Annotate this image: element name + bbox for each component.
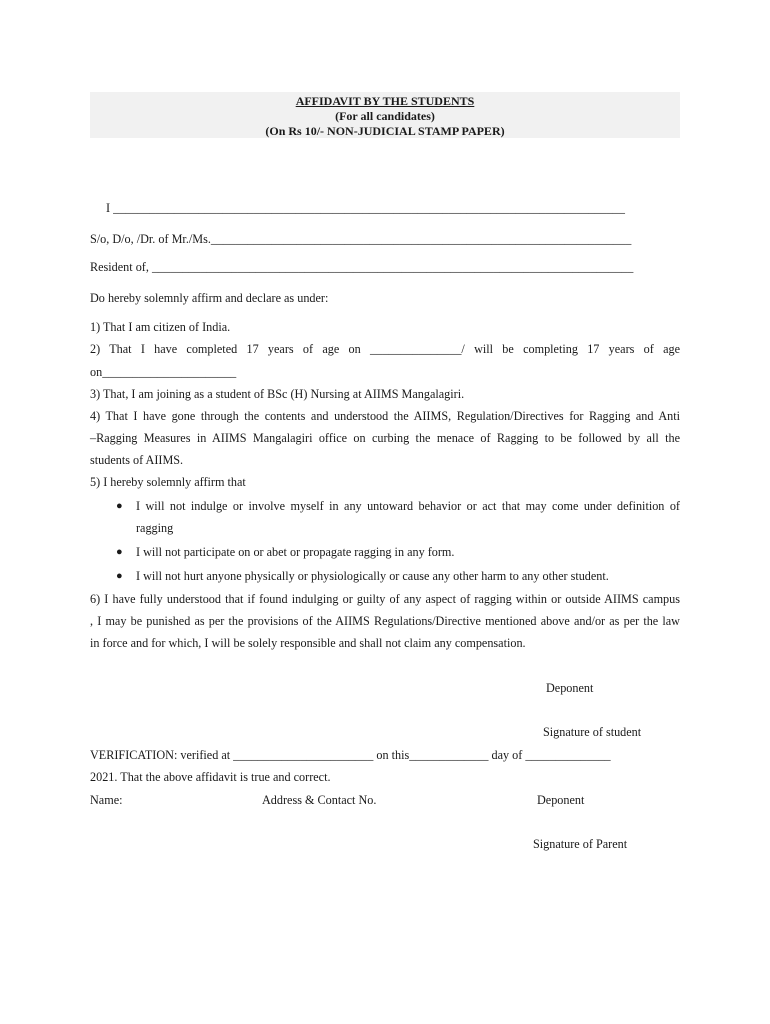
affidavit-header	[90, 92, 680, 138]
bullet-1-line-2: ragging	[136, 521, 174, 535]
verification-line-1: VERIFICATION: verified at _______________________ on this_____________ day of ______________	[90, 748, 611, 762]
clause-6-line-3: in force and for which, I will be solely responsible and shall not claim any compensation.	[90, 636, 526, 650]
clause-2-line-2: on______________________	[90, 365, 237, 379]
bullet-icon: ●	[116, 500, 123, 512]
bullet-icon: ●	[116, 546, 123, 558]
student-signature-label: Signature of student	[543, 725, 642, 739]
clause-1: 1) That I am citizen of India.	[90, 320, 231, 334]
verification-line-2: 2021. That the above affidavit is true and correct.	[90, 770, 331, 784]
document-title: AFFIDAVIT BY THE STUDENTS	[295, 94, 475, 108]
stamp-paper-note: (On Rs 10/- NON-JUDICIAL STAMP PAPER)	[265, 124, 505, 138]
resident-field-line: Resident of, _______________________________________________________________________________	[90, 260, 634, 274]
intro-text: Do hereby solemnly affirm and declare as under:	[90, 291, 329, 305]
bullet-1-line-1: I will not indulge or involve myself in any untoward behavior or act that may come under definition of	[136, 499, 680, 513]
clause-6-line-2: , I may be punished as per the provisions of the AIIMS Regulations/Directive mentioned above and/or as per the law	[90, 614, 680, 628]
name-field-line: I ____________________________________________________________________________________	[106, 201, 625, 215]
document-subtitle: (For all candidates)	[335, 109, 435, 123]
clause-4-line-3: students of AIIMS.	[90, 453, 184, 467]
clause-4-line-1: 4) That I have gone through the contents and understood the AIIMS, Regulation/Directives for Ragging and Anti	[90, 409, 680, 423]
clause-4-line-2: –Ragging Measures in AIIMS Mangalagiri office on curbing the menace of Ragging to be followed by all the	[90, 431, 680, 445]
parent-signature-label: Signature of Parent	[533, 837, 628, 851]
clause-6-line-1: 6) I have fully understood that if found indulging or guilty of any aspect of ragging within or outside AIIMS campus	[90, 592, 680, 606]
clause-5: 5) I hereby solemnly affirm that	[90, 475, 246, 489]
name-label: Name:	[90, 793, 123, 807]
deponent-label-2: Deponent	[537, 793, 585, 807]
address-contact-label: Address & Contact No.	[262, 793, 377, 807]
parent-field-line: S/o, D/o, /Dr. of Mr./Ms._____________________________________________________________________	[90, 232, 632, 246]
clause-2-line-1: 2) That I have completed 17 years of age on _______________/ will be completing 17 years of age	[90, 342, 680, 356]
deponent-label: Deponent	[546, 681, 594, 695]
bullet-2: I will not participate on or abet or propagate ragging in any form.	[136, 545, 455, 559]
bullet-icon: ●	[116, 570, 123, 582]
bullet-3: I will not hurt anyone physically or physiologically or cause any other harm to any other student.	[136, 569, 609, 583]
clause-3: 3) That, I am joining as a student of BSc (H) Nursing at AIIMS Mangalagiri.	[90, 387, 465, 401]
